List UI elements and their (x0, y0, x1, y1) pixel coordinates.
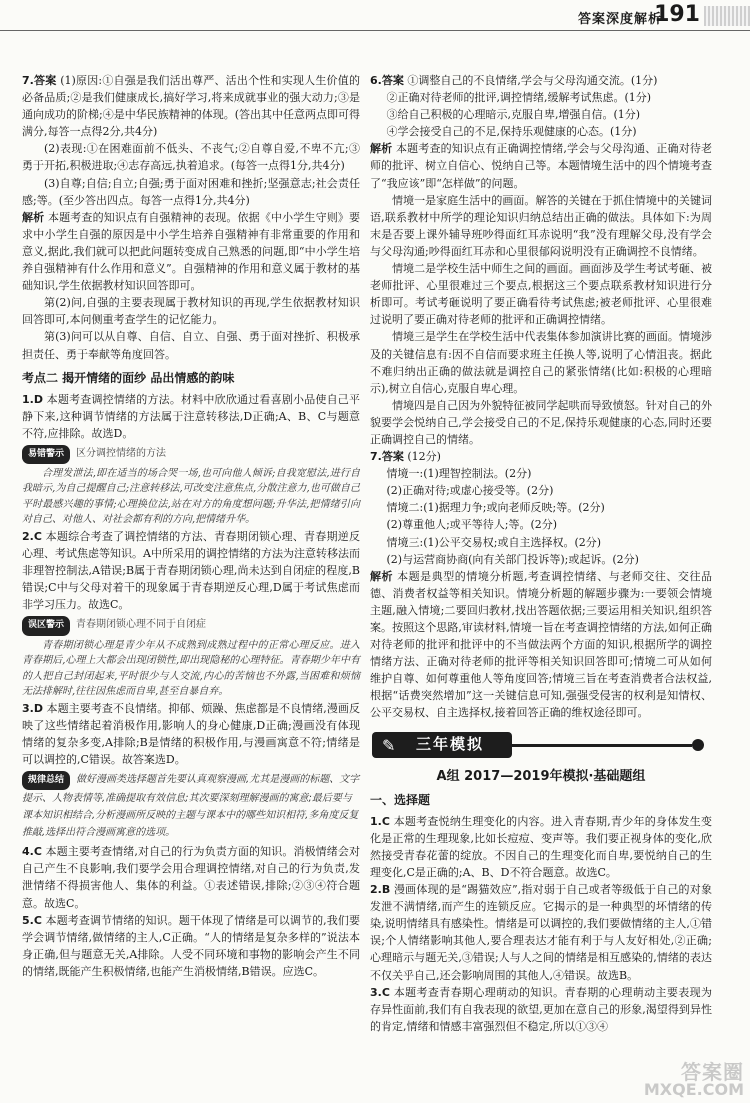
question-label: 1.D (22, 392, 43, 406)
tip-badge: 规律总结 (22, 771, 70, 790)
question-label: 3.D (22, 701, 43, 715)
analysis-block (370, 140, 712, 191)
tip-title: 区分调控情绪的方法 (76, 447, 167, 459)
solution-text: 本题主要考查不良情绪。抑郁、烦躁、焦虑都是不良情绪,漫画反映了这些情绪起着消极作用,影响人的身心健康,D正确;漫画没有体现情绪的复杂多变,A排除;B是情绪的积极作用,与漫画寓意不符;情绪是可以调控的,C错误。故答案选D。 (22, 701, 361, 766)
section-heading: 一、选择题 (370, 792, 431, 807)
solution-item (370, 984, 712, 1035)
tip-body: 合理发泄法,即在适当的场合哭一场,也可向他人倾诉;自我宽慰法,进行自我暗示,为自己提醒自己;注意转移法,可改变注意焦点,分散注意力,也可做自己平时最感兴趣的事情;心理换位法,站在对方的角度想问题;升华法,把情绪引向对自己、对他人、对社会都有利的方向,把情绪升华。 (22, 467, 360, 526)
answer-line: 情境一:(1)理智控制法。(2分) (386, 467, 532, 481)
solution-text: 本题考查悦纳生理变化的内容。进入青春期,青少年的身体发生变化是正常的生理现象,比如长痘痘、变声等。我们要正视身体的变化,欣然接受青春花蕾的绽放。不因自己的生理变化而自卑,要悦纳自己的生理变化,C是正确的;A、B、D不符合题意。故选C。 (370, 814, 712, 879)
page-header (0, 0, 750, 56)
answer-block (370, 448, 712, 465)
analysis-block (370, 568, 712, 722)
left-column (22, 72, 360, 980)
tip-title: 青春期闭锁心理不同于自闭症 (76, 619, 207, 631)
question-label: 3.C (370, 985, 390, 999)
answer-line: ③给自己积极的心理暗示,克服自卑,增强自信。(1分) (386, 108, 641, 122)
tip-badge: 易错警示 (22, 445, 70, 464)
question-label: 5.C (22, 913, 42, 927)
answer-line: ②正确对待老师的批评,调控情绪,缓解考试焦虑。(1分) (386, 91, 652, 105)
question-label: 6.答案 (370, 74, 404, 87)
tip-badge: 误区警示 (22, 616, 70, 635)
question-label: 2.C (22, 529, 42, 543)
solution-text: 漫画体现的是“踢猫效应”,指对弱于自己或者等级低于自己的对象发泄不满情绪,而产生的连锁反应。它揭示的是一种典型的坏情绪的传染,说明情绪具有感染性。情绪是可以调控的,我们要做情绪的主人,①错误;个人情绪影响其他人,要合理表达才能有利于与人友好相处,②正确;心理暗示与题无关,③错误;人与人之间的情绪是相互感染的,情绪的表达不仅关乎自己,还会影响周围的其他人,④错误。故选B。 (370, 883, 713, 982)
right-column (370, 72, 712, 1035)
answer-line: 情境二:(1)据理力争;或向老师反映;等。(2分) (386, 501, 605, 515)
answer-line: 情境三:(1)公平交易权;或自主选择权。(2分) (386, 535, 602, 549)
solution-item (370, 881, 712, 984)
solution-item (22, 843, 360, 911)
header-rule (0, 30, 750, 31)
banner-dot (692, 739, 704, 751)
analysis-text: 第(3)问可以从自尊、自信、自立、自强、勇于面对挫折、积极承担责任、勇于奉献等角度回答。 (22, 330, 360, 361)
answer-line: (2)表现:①在困难面前不低头、不丧气;②自尊自爱,不卑不亢;③勇于开拓,积极进取;④志存高远,执着追求。(每答一点得1分,共4分) (22, 142, 360, 173)
answer-line: (2)尊重他人;或平等待人;等。(2分) (386, 518, 558, 532)
analysis-text: 第(2)问,自强的主要表现属于教材知识的再现,学生依据教材知识回答即可,本问侧重考查学生的记忆能力。 (22, 296, 360, 327)
tip-body: 青春期闭锁心理是青少年从不成熟到成熟过程中的正常心理反应。进入青春期后,心理上大都会出现闭锁性,即出现隐秘的心理特征。青春期少年中有的人把自己封闭起来,平时很少与人交流,内心的苦恼也不外露,当困难和烦恼无法排解时,往往因焦虑而自卑,甚至自暴自弃。 (22, 639, 360, 698)
solution-item (370, 813, 712, 881)
tip-note (22, 771, 360, 841)
analysis-text: 情境一是家庭生活中的画面。解答的关键在于抓住情境中的关键词语,联系教材中所学的理论知识归纳总结出正确的做法。具体如下:为周末是否要上课外辅导班吵得面红耳赤说明“我”没有理解父母,没有学会与父母沟通;吵得面红耳赤和心里很郁闷说明没有正确调控不良情绪。 (370, 193, 712, 258)
answer-line: ①调整自己的不良情绪,学会与父母沟通交流。(1分) (407, 74, 658, 87)
question-label: 4.C (22, 845, 42, 859)
header-decoration (704, 6, 750, 26)
watermark-logo: 答案圈 (681, 1060, 744, 1084)
tip-body: 做好漫画类选择题首先要认真观察漫画,尤其是漫画的标题、文字提示、人物表情等,准确提取有效信息;其次要深刻理解漫画的寓意;最后要与课本知识相结合,分析漫画所反映的主题与课本中的哪些知识相符,多角度反复推敲,选择出符合漫画寓意的选项。 (22, 773, 360, 839)
banner-box (372, 732, 512, 758)
solution-item (22, 391, 360, 442)
answer-line: (3)自尊;自信;自立;自强;勇于面对困难和挫折;坚强意志;社会责任感;等。(至少答出四点。每答一点得1分,共4分) (22, 176, 360, 207)
watermark (643, 1060, 744, 1099)
solution-text: 本题主要考查情绪,对自己的行为负责方面的知识。消极情绪会对自己产生不良影响,我们要学会用合理调控情绪,对自己的行为负责,发泄情绪不得损害他人、集体的利益。①表述错误,排除;②③④符合题意。故选C。 (22, 845, 360, 910)
watermark-url: MXQE.COM (643, 1080, 744, 1099)
tip-note (22, 616, 360, 635)
banner-line (512, 744, 692, 747)
analysis-block (22, 209, 360, 294)
solution-text: 本题考查调节情绪的知识。题干体现了情绪是可以调节的,我们要学会调节情绪,做情绪的主人,C正确。“人的情绪是复杂多样的”说法本身正确,但与题意无关,A排除。人受不同环境和事物的影响会产生不同的情绪,既能产生积极情绪,也能产生消极情绪,B错误。应选C。 (22, 913, 360, 978)
page-number: 191 (654, 2, 700, 27)
answer-line: (1)原因:①自强是我们活出尊严、活出个性和实现人生价值的必备品质;②是我们健康成长,搞好学习,将来成就事业的强大动力;③是通向成功的阶梯;④是中华民族精神的体现。(答出其中任意两点即可得满分,每答一点得2分,共4分) (22, 74, 360, 139)
solution-text: 本题考查青春期心理萌动的知识。青春期的心理萌动主要表现为存异性面前,我们有自我表现的欲望,更加在意自己的形象,渴望得到异性的肯定,情绪和情感丰富强烈但不稳定,所以①③④ (370, 985, 712, 1033)
analysis-label: 解析 (370, 142, 393, 156)
analysis-label: 解析 (370, 569, 394, 583)
solution-item (22, 912, 360, 980)
analysis-text: 情境二是学校生活中师生之间的画面。画面涉及学生考试考砸、被老师批评、心里很难过三个要点,根据这三个要点联系教材知识进行分析即可。考试考砸说明了要正确看待考试焦虑;被老师批评、心里很难过说明了要正确对待老师的批评和正确调控情绪。 (370, 262, 712, 327)
analysis-text: 本题考查的知识点有自强精神的表现。依据《中小学生守则》要求中小学生自强的原因是中小学生培养自强精神有非常重要的作用和意义,据此,我们就可以把此问题转变成自己熟悉的问题,即“中小学生培养自强精神有什么作用和意义”。自强精神的作用和意义属于教材的基础知识,学生依据教材知识回答即可。 (22, 210, 361, 293)
analysis-text: 本题考查的知识点有正确调控情绪,学会与父母沟通、正确对待老师的批评、树立自信心、悦纳自己等。本题情境生活中的四个情境考查了“我应该”即“怎样做”的问题。 (370, 142, 713, 190)
score-text: (12分) (407, 450, 441, 464)
question-label: 7.答案 (22, 74, 57, 87)
answer-line: ④学会接受自己的不足,保持乐观健康的心态。(1分) (386, 125, 637, 139)
solution-item (22, 700, 360, 768)
group-title: A组 2017—2019年模拟·基础题组 (436, 768, 646, 784)
section-banner (370, 730, 712, 762)
analysis-text: 本题是典型的情境分析题,考查调控情绪、与老师交往、交往品德、消费者权益等相关知识。情境分析题的解题步骤为:一要领会情境主题,融入情境;二要回归教材,找出答题依据;三要运用相关知识,组织答案。按照这个思路,审读材料,情境一旨在考查调控情绪的方法,如何正确对待老师的批评和批评中的不当做法两个方面的知识,根据所学的调控情绪方法、正确对待老师的批评等相关知识回答即可;情境二可从如何维护自尊、如何尊重他人等角度回答;情境三旨在考查消费者合法权益,根据“话费突然增加”这一关键信息可知,强强受侵害的权利是知情权、公平交易权、自主选择权,接着回答正确的维权途径即可。 (370, 569, 713, 720)
answer-block (22, 72, 360, 140)
analysis-text: 情境三是学生在学校生活中代表集体参加演讲比赛的画面。情境涉及的关键信息有:因不自信而要求班主任换人等,说明了心情沮丧。据此不难归纳出正确的做法就是调控自己的紧张情绪(比如:积极的心理暗示),树立自信心,克服自卑心理。 (370, 330, 712, 395)
banner-title: 三年模拟 (416, 734, 485, 753)
tip-note (22, 445, 360, 464)
question-label: 1.C (370, 814, 390, 828)
question-label: 7.答案 (370, 450, 404, 464)
answer-line: (2)与运营商协商(向有关部门投诉等);或起诉。(2分) (386, 552, 639, 566)
solution-item (22, 528, 360, 613)
solution-text: 本题综合考查了调控情绪的方法、青春期闭锁心理、青春期逆反心理、考试焦虑等知识。A中所采用的调控情绪的方法为注意转移法而非理智控制法,A错误;B属于青春期闭锁心理,尚未达到自闭症的程度,B错误;C中与父母对着干的现象属于青春期逆反心理,D属于考试焦虑而非学习压力。故选C。 (22, 529, 360, 612)
header-title: 答案深度解析 (577, 12, 662, 27)
analysis-text: 情境四是自己因为外貌特征被同学起哄而导致愤怒。针对自己的外貌要学会悦纳自己,学会接受自己的不足,保持乐观健康的心态,同时还要正确调控自己的情绪。 (370, 398, 712, 446)
answer-block (370, 72, 712, 89)
answer-line: (2)正确对待;或虚心接受等。(2分) (386, 484, 554, 498)
section-heading: 考点二 揭开情绪的面纱 品出情感的韵味 (22, 370, 235, 385)
question-label: 2.B (370, 883, 391, 897)
solution-text: 本题考查调控情绪的方法。材料中欣欣通过看喜剧小品使自己平静下来,这种调节情绪的方法属于注意转移法,D正确;A、B、C与题意不符,应排除。故选D。 (22, 392, 361, 440)
analysis-label: 解析 (22, 210, 45, 224)
runner-icon: ✎ (382, 735, 396, 755)
